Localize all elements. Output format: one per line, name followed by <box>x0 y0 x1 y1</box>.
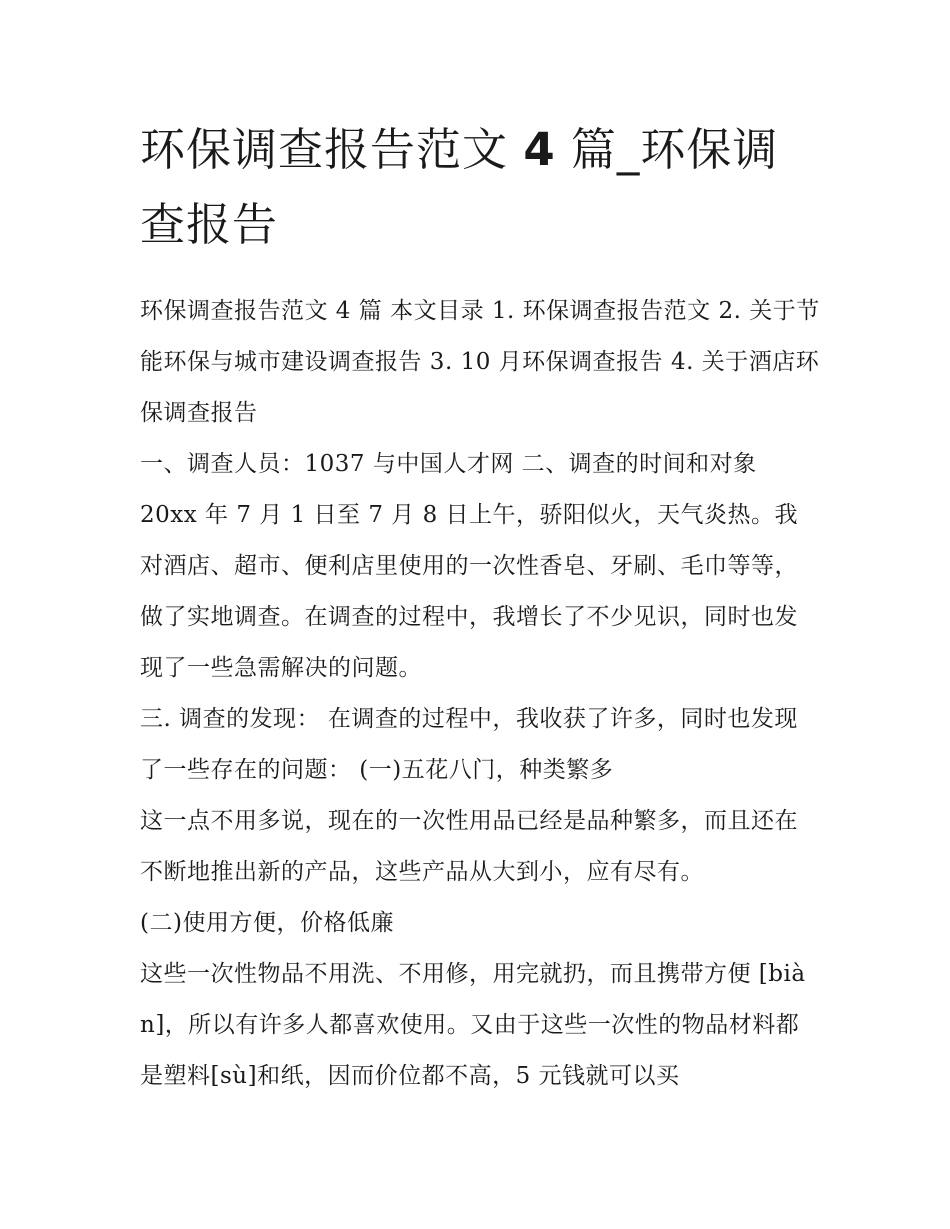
paragraph-table-of-contents: 环保调查报告范文 4 篇 本文目录 1. 环保调查报告范文 2. 关于节能环保与城市建设调查报告 3. 10 月环保调查报告 4. 关于酒店环保调查报告 <box>140 298 820 426</box>
document-body <box>140 286 820 1102</box>
paragraph-variety: 这一点不用多说，现在的一次性用品已经是品种繁多，而且还在不断地推出新的产品，这些产品从大到小，应有尽有。 <box>140 808 798 885</box>
document-title: 环保调查报告范文 4 篇_环保调查报告 <box>140 123 779 251</box>
paragraph-investigators: 一、调查人员：1037 与中国人才网 二、调查的时间和对象 <box>140 451 757 477</box>
paragraph-time-and-subjects: 20xx 年 7 月 1 日至 7 月 8 日上午，骄阳似火，天气炎热。我对酒店、超市、便利店里使用的一次性香皂、牙刷、毛巾等等，做了实地调查。在调查的过程中，我增长了不少见识，同时也发现了一些急需解决的问题。 <box>140 502 799 681</box>
document-page <box>140 112 820 1102</box>
paragraph-convenience-heading: (二)使用方便，价格低廉 <box>140 910 394 936</box>
title-number: 4 <box>523 123 556 176</box>
paragraph-convenience: 这些一次性物品不用洗、不用修，用完就扔，而且携带方便 [biàn]，所以有许多人都喜欢使用。又由于这些一次性的物品材料都是塑料[sù]和纸，因而价位都不高，5 元钱就可以买 <box>140 961 806 1089</box>
paragraph-findings: 三. 调查的发现： 在调查的过程中，我收获了许多，同时也发现了一些存在的问题： (一)五花八门，种类繁多 <box>140 706 798 783</box>
